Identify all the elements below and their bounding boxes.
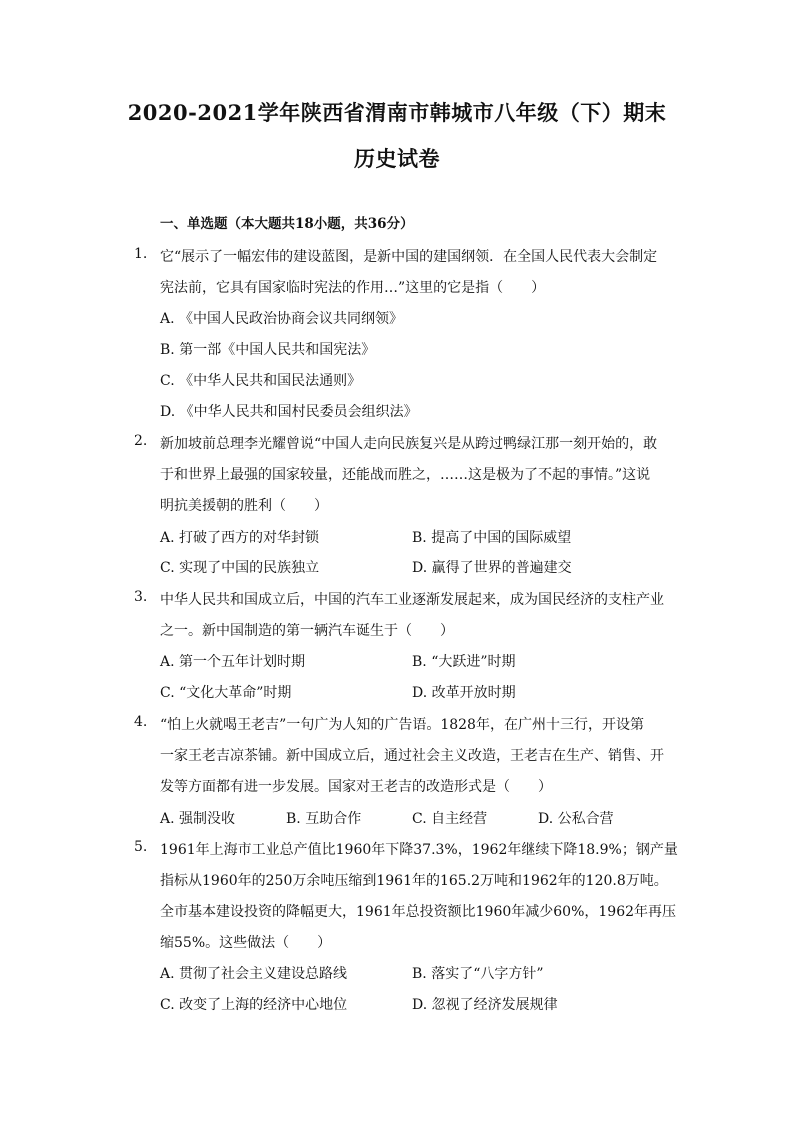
question-text-line: 发等方面都有进一步发展。国家对王老吉的改造形式是（ ） xyxy=(160,779,552,795)
question-number: 4. xyxy=(134,714,148,730)
option-b[interactable]: B. 提高了中国的国际威望 xyxy=(412,530,572,546)
option-d[interactable]: D. 公私合营 xyxy=(538,811,614,827)
question-text-line: 1961年上海市工业总产值比1960年下降37.3%，1962年继续下降18.9%；钢产量 xyxy=(160,842,678,858)
option-b[interactable]: B. 互助合作 xyxy=(286,811,362,827)
question-text-line: 缩55%。这些做法（ ） xyxy=(160,935,332,951)
question-text-line: 明抗美援朝的胜利（ ） xyxy=(160,498,328,514)
question-number: 1. xyxy=(134,246,148,262)
option-a[interactable]: A. 打破了西方的对华封锁 xyxy=(160,530,320,546)
option-a[interactable]: A. 强制没收 xyxy=(160,811,236,827)
option-b[interactable]: B. 第一部《中国人民共和国宪法》 xyxy=(160,342,376,358)
option-a[interactable]: A. 贯彻了社会主义建设总路线 xyxy=(160,966,348,982)
question-text-line: 全市基本建设投资的降幅更大，1961年总投资额比1960年减少60%，1962年再压 xyxy=(160,904,677,920)
option-d[interactable]: D. 赢得了世界的普遍建交 xyxy=(412,560,572,576)
question-number: 3. xyxy=(134,589,148,605)
option-a[interactable]: A. 第一个五年计划时期 xyxy=(160,654,306,670)
option-c[interactable]: C. 自主经营 xyxy=(412,811,488,827)
question-number: 2. xyxy=(134,433,148,449)
option-b[interactable]: B. “大跃进”时期 xyxy=(412,654,516,670)
option-d[interactable]: D. 改革开放时期 xyxy=(412,685,516,701)
option-d[interactable]: D. 忽视了经济发展规律 xyxy=(412,997,558,1013)
option-c[interactable]: C. 实现了中国的民族独立 xyxy=(160,560,320,576)
question-text-line: 新加坡前总理李光耀曾说“中国人走向民族复兴是从跨过鸭绿江那一刻开始的，敢 xyxy=(160,436,658,452)
option-c[interactable]: C. 《中华人民共和国民法通则》 xyxy=(160,373,362,389)
question-text-line: 宪法前，它具有国家临时宪法的作用…”这里的它是指（ ） xyxy=(160,280,546,296)
question-text-line: 之一。新中国制造的第一辆汽车诞生于（ ） xyxy=(160,623,454,639)
question-text-line: “怕上火就喝王老吉”一句广为人知的广告语。1828年，在广州十三行，开设第 xyxy=(160,717,644,733)
option-a[interactable]: A. 《中国人民政治协商会议共同纲领》 xyxy=(160,311,404,327)
question-text-line: 一家王老吉凉茶铺。新中国成立后，通过社会主义改造，王老吉在生产、销售、开 xyxy=(160,748,664,764)
question-text-line: 它“展示了一幅宏伟的建设蓝图，是新中国的建国纲领．在全国人民代表大会制定 xyxy=(160,249,658,265)
option-c[interactable]: C. 改变了上海的经济中心地位 xyxy=(160,997,348,1013)
option-c[interactable]: C. “文化大革命”时期 xyxy=(160,685,292,701)
option-d[interactable]: D. 《中华人民共和国村民委员会组织法》 xyxy=(160,404,418,420)
section-heading: 一、单选题（本大题共18小题，共36分） xyxy=(160,216,414,232)
question-number: 5. xyxy=(134,839,148,855)
exam-title-line-1: 2020-2021学年陕西省渭南市韩城市八年级（下）期末 xyxy=(127,100,667,125)
question-text-line: 指标从1960年的250万余吨压缩到1961年的165.2万吨和1962年的120.8万吨。 xyxy=(160,873,668,889)
question-text-line: 中华人民共和国成立后，中国的汽车工业逐渐发展起来，成为国民经济的支柱产业 xyxy=(160,592,664,608)
option-b[interactable]: B. 落实了“八字方针” xyxy=(412,966,544,982)
question-text-line: 于和世界上最强的国家较量，还能战而胜之，……这是极为了不起的事情。”这说 xyxy=(160,467,651,483)
exam-title-line-2: 历史试卷 xyxy=(354,146,440,171)
